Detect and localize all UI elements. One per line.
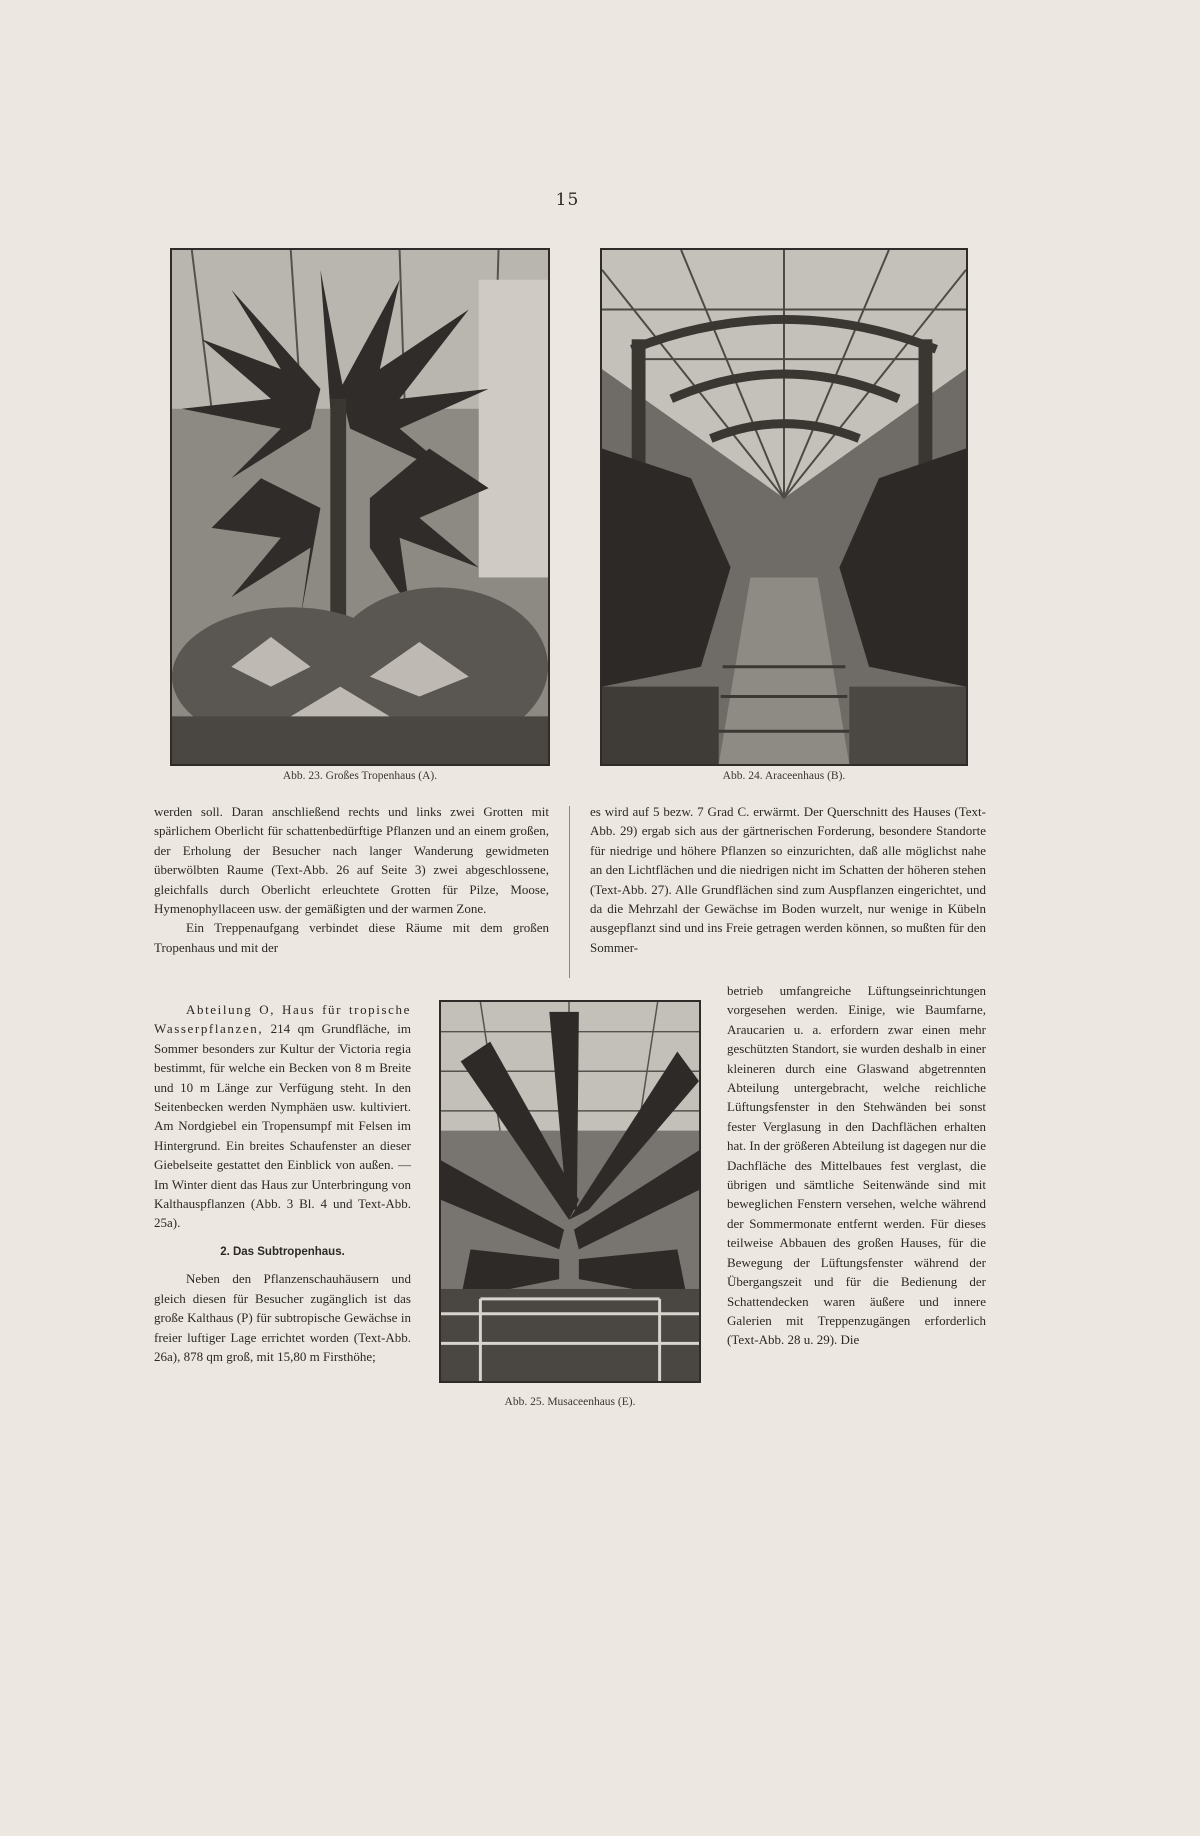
section-label-abteilung-o: Abteilung O, Haus für tropische Wasserpflanzen, (154, 1002, 411, 1037)
figure-25-photo (439, 1000, 701, 1383)
figure-25-caption: Abb. 25. Musaceenhaus (E). (504, 1396, 636, 1408)
section-heading-subtropenhaus: 2. Das Subtropenhaus. (220, 1245, 345, 1258)
right-column-lower (727, 981, 986, 1350)
left-column-upper (154, 802, 549, 957)
left-paragraph-3: 214 qm Grundfläche, im Sommer besonders zur Kultur der Victoria regia bestimmt, für welche ein Becken von 8 m Breite und 10 m Länge zur Verfügung steht. In den Seitenbecken werden Nymphäen usw. kultiviert. Am Nordgiebel ein Tropensumpf mit Felsen im Hintergrund. Ein breites Schaufenster an dieser Giebelseite gestattet den Einblick von außen. — Im Winter dient das Haus zur Unterbringung von Kalthauspflanzen (Abb. 3 Bl. 4 und Text-Abb. 25a). (154, 1021, 411, 1231)
left-paragraph-2: Ein Treppenaufgang verbindet diese Räume mit dem großen Tropenhaus und mit der (154, 920, 549, 955)
figure-23-caption: Abb. 23. Großes Tropenhaus (A). (282, 770, 438, 782)
right-paragraph-1: es wird auf 5 bezw. 7 Grad C. erwärmt. Der Querschnitt des Hauses (Text-Abb. 29) ergab sich aus der gärtnerischen Forderung, besondere Standorte für niedrige und höhere Pflanzen so einzurichten, daß alle möglichst nahe an den Lichtflächen und die niedrigen nicht im Schatten der höheren stehen (Text-Abb. 27). Alle Grundflächen sind zum Auspflanzen eingerichtet, und da die Mehrzahl der Gewächse im Boden wurzelt, nur wenige in Kübeln ausgepflanzt sind und ins Freie getragen werden können, so mußten für den Sommer- (590, 804, 986, 955)
right-column-upper (590, 802, 986, 957)
figure-24-photo (600, 248, 968, 766)
banana-house-illustration (441, 1002, 699, 1381)
page-number: 15 (555, 190, 580, 210)
left-paragraph-4: Neben den Pflanzenschauhäusern und gleich diesen für Besucher zugänglich ist das große Kalthaus (P) für subtropische Gewächse in freier luftiger Lage errichtet worden (Text-Abb. 26a), 878 qm groß, mit 15,80 m Firsthöhe; (154, 1271, 411, 1364)
left-paragraph-1: werden soll. Daran anschließend rechts und links zwei Grotten mit spärlichem Oberlicht für schattenbedürftige Pflanzen und an einem großen, der Erholung der Besucher nach langer Wanderung gewidmeten überwölbten Raume (Text-Abb. 26 auf Seite 3) zwei abgeschlossene, gleichfalls durch Oberlicht erleuchtete Grotten für Pilze, Moose, Hymenophyllaceen usw. der gemäßigten und der warmen Zone. (154, 804, 549, 917)
figure-23-photo (170, 248, 550, 766)
left-column-lower (154, 1000, 411, 1366)
aroid-house-illustration (602, 250, 966, 764)
figure-24-caption: Abb. 24. Araceenhaus (B). (722, 770, 846, 782)
right-paragraph-2: betrieb umfangreiche Lüftungseinrichtungen vorgesehen werden. Einige, wie Baumfarne, Araucarien u. a. erfordern zwar einen mehr geschützten Standort, sie wurden deshalb in einer kleineren durch eine Glaswand abgetrennten Abteilung untergebracht, welche reichliche Lüftungsfenster in den Stehwänden bei sonst fester Verglasung in den Dachflächen erhalten hat. In der größeren Abteilung ist dagegen nur die Dachfläche des Mittelbaues fest verglast, die übrigen und sämtliche Seitenwände sind mit beweglichen Fenstern versehen, welche während der Sommermonate entfernt werden. Für dieses teilweise Abbauen des großen Hauses, für die Bewegung der Lüftungsfenster während der Übergangszeit und für die Bedienung der Schattendecken waren äußere und innere Galerien mit Treppenzugängen erforderlich (Text-Abb. 28 u. 29). Die (727, 983, 986, 1348)
palm-house-illustration (172, 250, 548, 764)
column-rule (569, 806, 570, 978)
